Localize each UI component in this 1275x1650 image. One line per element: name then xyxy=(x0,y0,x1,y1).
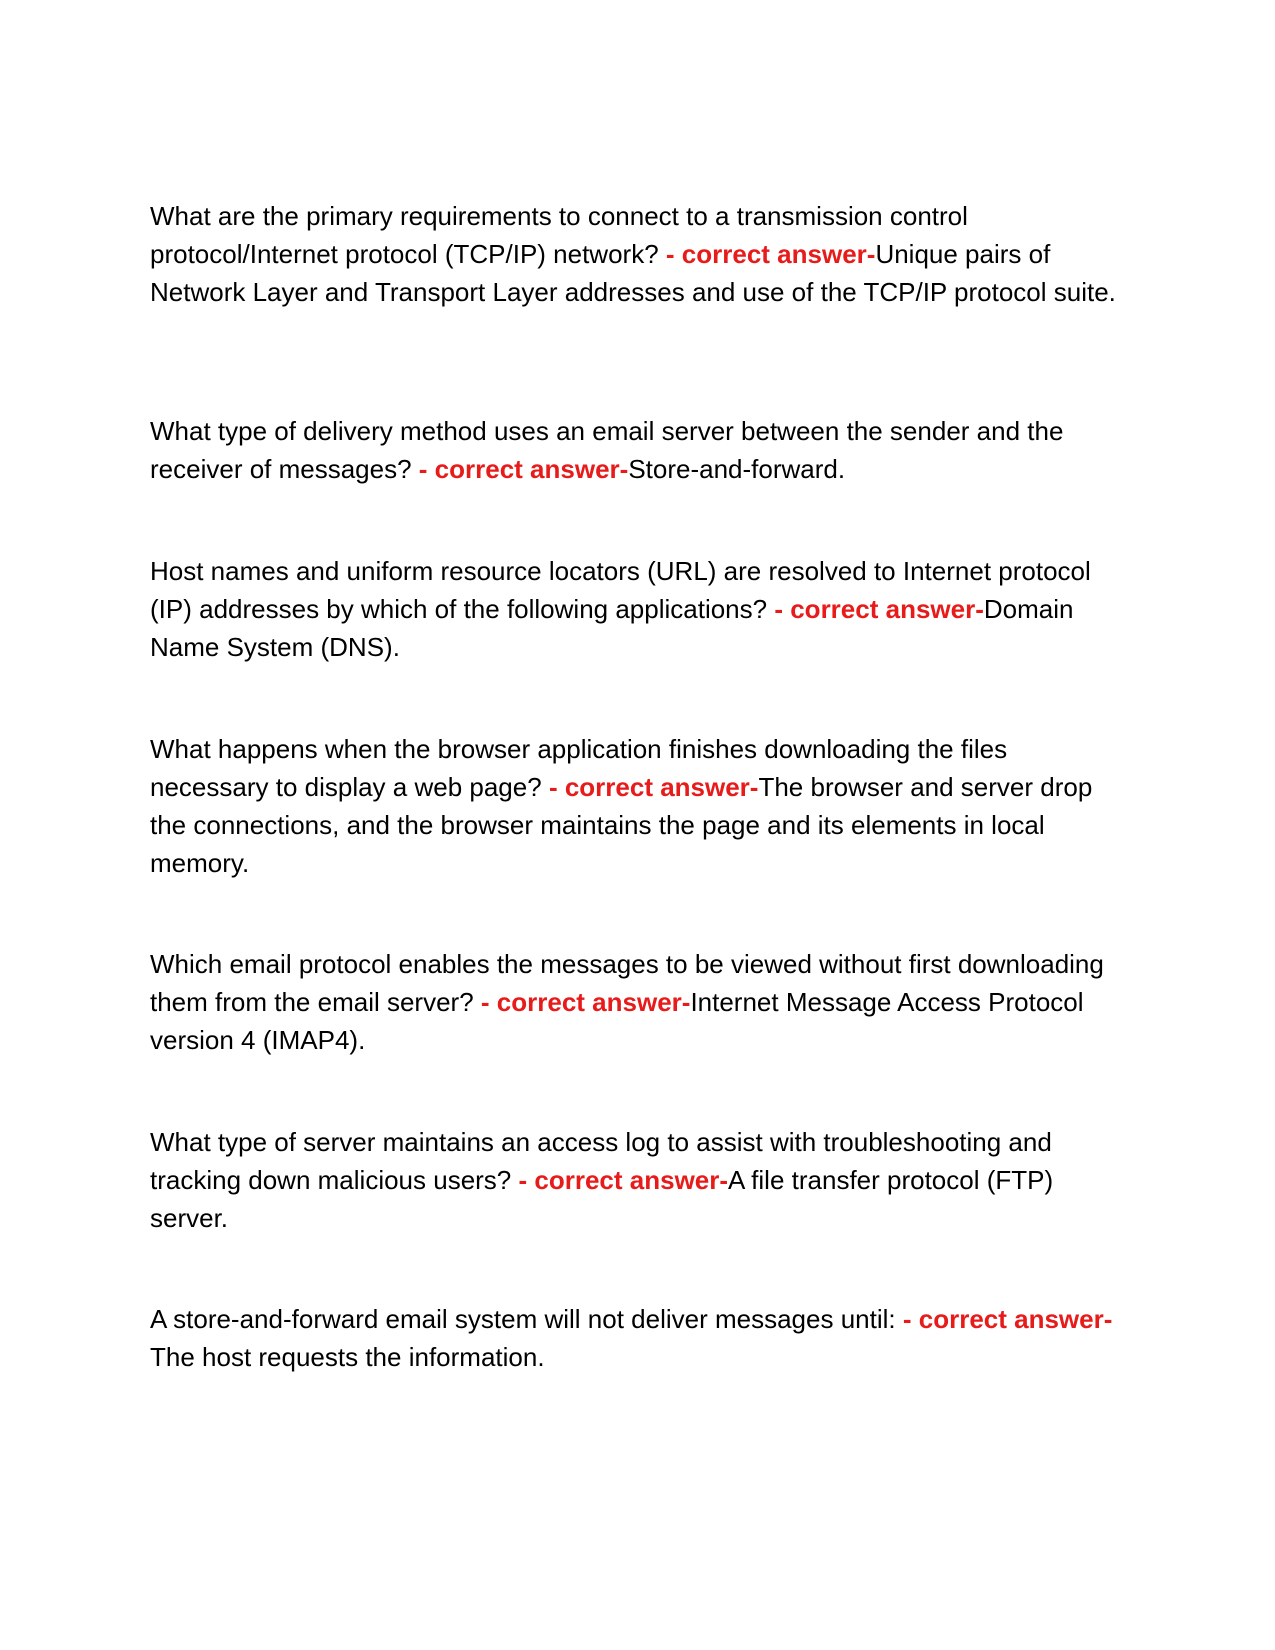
qa-item xyxy=(150,412,1130,488)
question-text: What type of delivery method uses an email server between the sender and the receiver of messages? xyxy=(150,416,1064,484)
question-text: Host names and uniform resource locators (URL) are resolved to Internet protocol (IP) addresses by which of the following applications? xyxy=(150,556,1091,624)
question-text: What type of server maintains an access log to assist with troubleshooting and tracking down malicious users? xyxy=(150,1127,1052,1195)
question-text: Which email protocol enables the messages to be viewed without first downloading them from the email server? xyxy=(150,949,1104,1017)
answer-text: Domain Name System (DNS). xyxy=(150,594,1074,662)
answer-marker: - correct answer- xyxy=(418,454,629,484)
answer-text: Unique pairs of Network Layer and Transport Layer addresses and use of the TCP/IP protocol suite. xyxy=(150,239,1116,307)
answer-marker: - correct answer- xyxy=(480,987,691,1017)
question-text: A store-and-forward email system will not deliver messages until: xyxy=(150,1304,896,1334)
qa-item xyxy=(150,730,1130,882)
answer-text: The host requests the information. xyxy=(150,1342,545,1372)
answer-marker: - correct answer- xyxy=(665,239,876,269)
answer-marker: - correct answer- xyxy=(902,1304,1113,1334)
qa-item xyxy=(150,197,1130,311)
question-text: What happens when the browser application finishes downloading the files necessary to display a web page? xyxy=(150,734,1008,802)
answer-text: A file transfer protocol (FTP) server. xyxy=(150,1165,1054,1233)
question-text: What are the primary requirements to connect to a transmission control protocol/Internet protocol (TCP/IP) network? xyxy=(150,201,968,269)
answer-text: Internet Message Access Protocol version 4 (IMAP4). xyxy=(150,987,1084,1055)
answer-text: Store-and-forward. xyxy=(628,454,846,484)
qa-item xyxy=(150,945,1130,1059)
answer-marker: - correct answer- xyxy=(774,594,984,624)
qa-item xyxy=(150,1123,1130,1237)
answer-text: The browser and server drop the connections, and the browser maintains the page and its elements in local memory. xyxy=(150,772,1093,878)
qa-item xyxy=(150,552,1130,666)
answer-marker: - correct answer- xyxy=(518,1165,729,1195)
qa-item xyxy=(150,1300,1130,1376)
answer-marker: - correct answer- xyxy=(548,772,759,802)
